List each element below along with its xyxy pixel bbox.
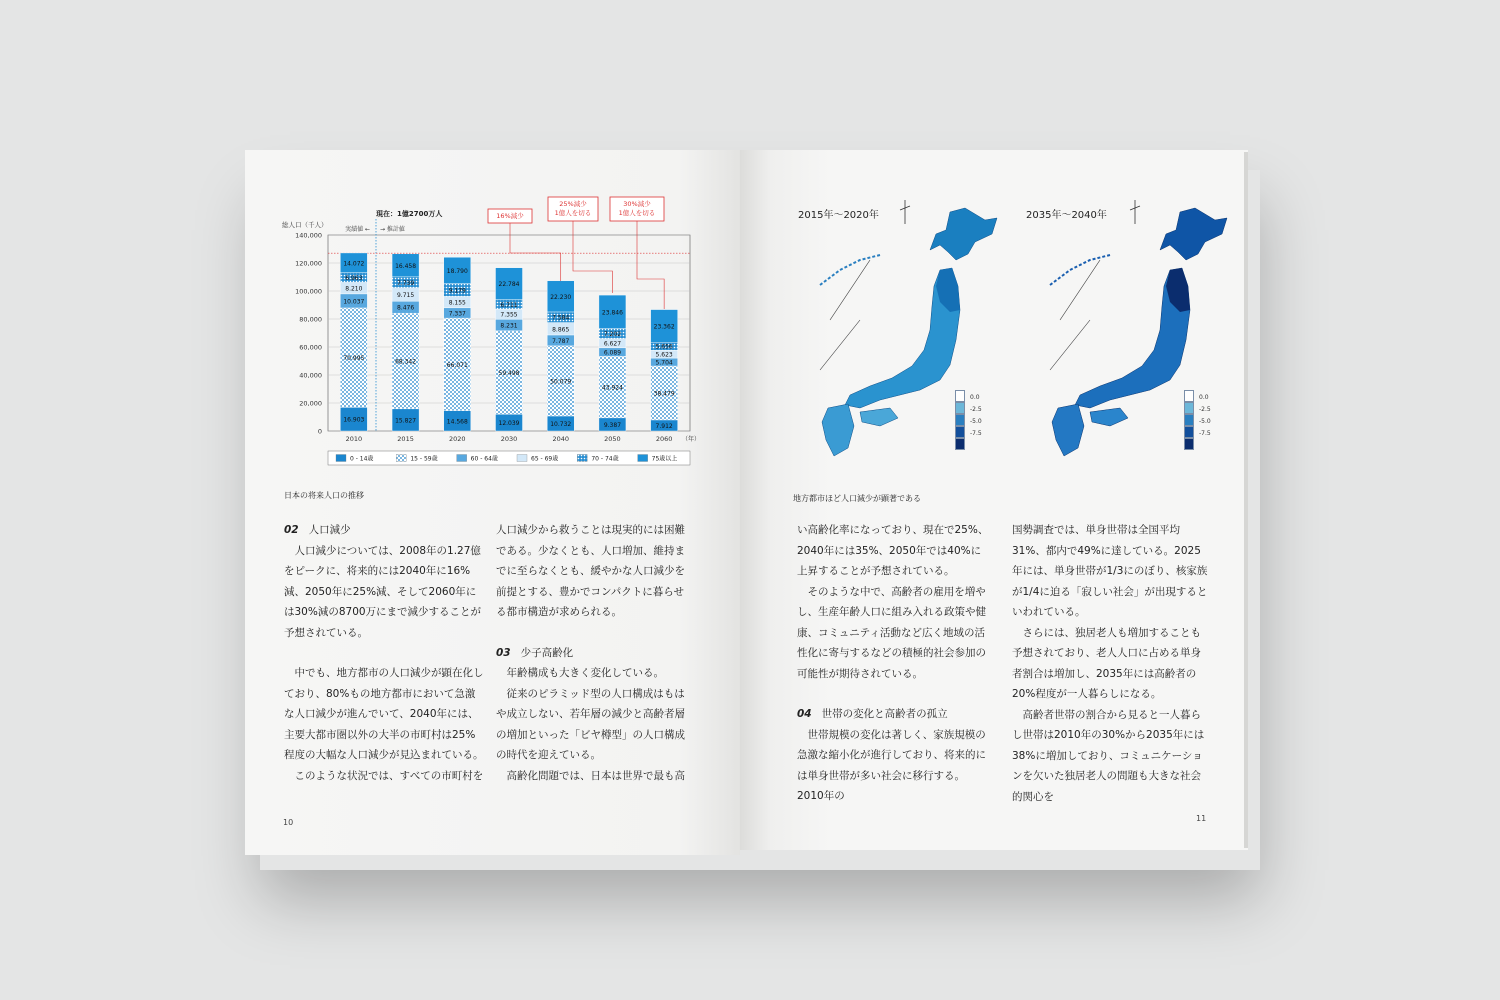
bar-value-label: 7.355 — [500, 311, 518, 319]
legend-label: 60 - 64歳 — [470, 455, 498, 463]
north-arrow-icon — [900, 200, 910, 224]
y-tick-label: 60,000 — [299, 343, 322, 352]
bar-value-label: 16.458 — [395, 262, 417, 270]
x-tick-label: 2015 — [397, 435, 414, 443]
bar-value-label: 12.039 — [498, 420, 520, 428]
bar-value-label: 7.337 — [448, 310, 466, 318]
bar-value-label: 8.210 — [345, 285, 363, 293]
map-title-right: 2035年〜2040年 — [1026, 210, 1107, 221]
callout-30-text: 1億人を切る — [618, 209, 656, 217]
y-axis-label: 総人口（千人） — [282, 221, 328, 229]
section-number: 03 — [496, 646, 511, 659]
text-column-2 — [496, 520, 694, 786]
paragraph: 人口減少については、2008年の1.27億をピークに、将来的には2040年に16%減、2050年に25%減、そして2060年には30%減の8700万にまで減少することが予想されている。 — [284, 544, 482, 639]
page-number-right: 11 — [1196, 814, 1207, 823]
bar-value-label: 6.627 — [603, 340, 622, 348]
callout-30-text: 30%減少 — [623, 200, 651, 208]
map-caption: 地方都市ほど人口減少が顕著である — [793, 494, 921, 503]
population-chart — [280, 200, 701, 475]
x-tick-label: 2040 — [552, 435, 569, 443]
callout-arrow — [573, 221, 612, 293]
legend-label: 70 - 74歳 — [591, 455, 619, 463]
bar-value-label: 68.342 — [395, 358, 417, 366]
y-tick-label: 120,000 — [295, 259, 322, 268]
page-edge — [1244, 152, 1248, 848]
section-number: 02 — [284, 524, 299, 536]
paragraph: さらには、独居老人も増加することも予想されており、老人人口に占める単身者割合は増加し、2035年には高齢者の20%程度が一人暮らしになる。 — [1012, 626, 1201, 700]
legend-swatch — [638, 455, 648, 462]
legend-swatch — [577, 455, 587, 462]
text-column-1 — [284, 520, 484, 786]
paragraph: い高齢化率になっており、現在で25%、2040年には35%、2050年では40%に上昇することが予想されている。 — [797, 524, 989, 577]
text-column-3 — [797, 520, 991, 807]
x-unit-label: （年） — [682, 436, 701, 443]
chart-caption: 日本の将来人口の推移 — [284, 491, 364, 500]
north-arrow-icon — [1130, 200, 1140, 224]
bar-value-label: 22.230 — [550, 293, 572, 301]
bar-value-label: 9.715 — [396, 291, 415, 299]
paragraph: 国勢調査では、単身世帯は全国平均31%、都内で49%に達している。2025年には、単身世帯が1/3にのぼり、核家族が1/4に迫る「寂しい社会」が出現するといわれている。 — [1012, 524, 1208, 618]
text-column-4 — [1012, 520, 1208, 807]
callout-arrow — [637, 221, 664, 309]
legend-label: -2.5 — [970, 406, 982, 413]
bar-value-label: 43.924 — [601, 384, 623, 392]
y-tick-label: 100,000 — [295, 287, 322, 296]
paragraph: 中でも、地方都市の人口減少が顕在化しており、80%もの地方都市において急激な人口減少が進んでいて、2040年には、主要大都市圏以外の大半の市町村は25%程度の大幅な人口減少が見込まれている。 — [284, 667, 484, 761]
bar-value-label: 50.079 — [550, 378, 572, 386]
bar-value-label: 5.704 — [655, 359, 673, 367]
legend-label: -5.0 — [970, 418, 982, 425]
bar-value-label: 7.787 — [552, 337, 570, 345]
bar-value-label: 5.623 — [655, 351, 673, 359]
kyushu-shape — [822, 404, 854, 456]
x-tick-label: 2020 — [449, 435, 466, 443]
bar-value-label: 6.089 — [603, 349, 622, 357]
bar-value-label: 8.231 — [500, 322, 518, 330]
bar-value-label: 7.584 — [552, 314, 570, 322]
map-legend-right — [1184, 390, 1194, 450]
legend-label: 15 - 59歳 — [410, 455, 438, 463]
bar-value-label: 7.912 — [655, 422, 673, 430]
x-tick-label: 2060 — [655, 435, 673, 443]
legend-label: 0.0 — [970, 394, 980, 401]
legend-label: 75歳以上 — [651, 455, 678, 463]
current-annotation: 現在：1億2700万人 — [376, 210, 443, 218]
bar-value-label: 10.037 — [343, 298, 365, 306]
callout-25-text: 1億人を切る — [554, 209, 592, 217]
legend-label: -5.0 — [1199, 418, 1211, 425]
japan-map-left — [800, 190, 1010, 470]
section-number: 04 — [797, 708, 812, 720]
legend-label: -2.5 — [1199, 406, 1211, 413]
section-title: 少子高齢化 — [520, 646, 574, 659]
y-tick-label: 80,000 — [299, 315, 322, 324]
paragraph: 人口減少から救うことは現実的には困難である。少なくとも、人口増加、維持までに至らなくとも、緩やかな人口減少を前提とする、豊かでコンパクトに暮らせる都市構造が求められる。 — [496, 524, 685, 618]
bar-value-label: 23.846 — [601, 309, 623, 317]
bar-value-label: 70.995 — [343, 355, 365, 363]
bar-value-label: 6.963 — [345, 275, 363, 283]
map-legend-left — [955, 390, 965, 450]
page-number-left: 10 — [283, 818, 294, 827]
legend-label: -7.5 — [1199, 430, 1211, 437]
paragraph: 高齢者世帯の割合から見ると一人暮らし世帯は2010年の30%から2035年には38%に増加しており、コミュニケーションを欠いた独居老人の問題も大きな社会的関心を — [1012, 708, 1205, 803]
bar-value-label: 6.711 — [500, 301, 518, 309]
y-tick-label: 0 — [317, 427, 322, 436]
paragraph: 年齢構成も大きく変化している。 — [506, 667, 664, 679]
legend-label: 65 - 69歳 — [531, 455, 559, 463]
legend-label: -7.5 — [970, 430, 982, 437]
bar-value-label: 66.071 — [446, 361, 468, 369]
paragraph: 従来のピラミッド型の人口構成はもはや成立しない、若年層の減少と高齢者層の増加といった「ビヤ樽型」の人口構成の時代を迎えている。 — [496, 687, 685, 761]
bar-value-label: 9.179 — [448, 287, 466, 295]
japan-map-right — [1030, 190, 1240, 470]
bar-value-label: 14.072 — [343, 260, 365, 268]
paragraph: このような状況では、すべての市町村を — [294, 769, 484, 782]
callout-25-text: 25%減少 — [559, 200, 587, 208]
paragraph: 高齢化問題では、日本は世界で最も高 — [506, 769, 685, 782]
x-tick-label: 2050 — [604, 435, 621, 443]
bar-value-label: 5.656 — [655, 343, 673, 351]
y-tick-label: 40,000 — [299, 371, 322, 380]
bar-value-label: 16.903 — [343, 416, 365, 424]
bar-value-label: 8.155 — [448, 299, 466, 307]
bar-value-label: 7.202 — [603, 331, 622, 339]
shikoku-shape — [1090, 408, 1128, 426]
paragraph: そのような中で、高齢者の雇用を増やし、生産年齢人口に組み入れる政策や健康、コミュニティ活動など広く地域の活性化に寄与するなどの積極的社会参加の可能性が期待されている。 — [797, 585, 986, 680]
map-title-left: 2015年〜2020年 — [798, 210, 879, 221]
section-title: 人口減少 — [308, 524, 351, 536]
bar-value-label: 8.865 — [552, 326, 570, 334]
bar-value-label: 23.362 — [653, 323, 675, 331]
bar-value-label: 14.568 — [446, 418, 468, 426]
section-heading — [496, 643, 694, 664]
bar-value-label: 8.476 — [396, 304, 415, 312]
bar-value-label: 7.739 — [396, 279, 415, 287]
shikoku-shape — [860, 408, 898, 426]
y-tick-label: 20,000 — [299, 399, 322, 408]
bar-value-label: 9.387 — [603, 421, 622, 429]
section-heading — [797, 704, 991, 725]
legend-label: 0 - 14歳 — [350, 455, 374, 463]
x-tick-label: 2030 — [500, 435, 518, 443]
legend-label: 0.0 — [1199, 394, 1209, 401]
callout-16-text: 16%減少 — [496, 212, 524, 220]
bar-value-label: 59.498 — [498, 369, 520, 377]
section-title: 世帯の変化と高齢者の孤立 — [821, 708, 948, 720]
legend-swatch — [517, 455, 527, 462]
bar-value-label: 15.827 — [395, 417, 417, 425]
legend-swatch — [457, 455, 467, 462]
paragraph: 世帯規模の変化は著しく、家族規模の急激な縮小化が進行しており、将来的には単身世帯が多い社会に移行する。2010年の — [797, 728, 986, 802]
bar-value-label: 18.790 — [446, 267, 468, 275]
kyushu-shape — [1052, 404, 1084, 456]
estimate-label: → 推計値 — [380, 226, 405, 233]
legend-frame — [328, 451, 690, 465]
bar-value-label: 38.479 — [653, 390, 675, 398]
bar-value-label: 22.784 — [498, 281, 520, 289]
section-heading — [284, 520, 484, 541]
legend-swatch — [336, 455, 346, 462]
legend-swatch — [396, 455, 406, 462]
hokkaido-shape — [930, 208, 997, 260]
bar-value-label: 10.732 — [550, 420, 572, 428]
actual-label: 実績値 ← — [345, 226, 370, 233]
y-tick-label: 140,000 — [295, 231, 322, 240]
x-tick-label: 2010 — [345, 435, 363, 443]
hokkaido-shape — [1160, 208, 1227, 260]
